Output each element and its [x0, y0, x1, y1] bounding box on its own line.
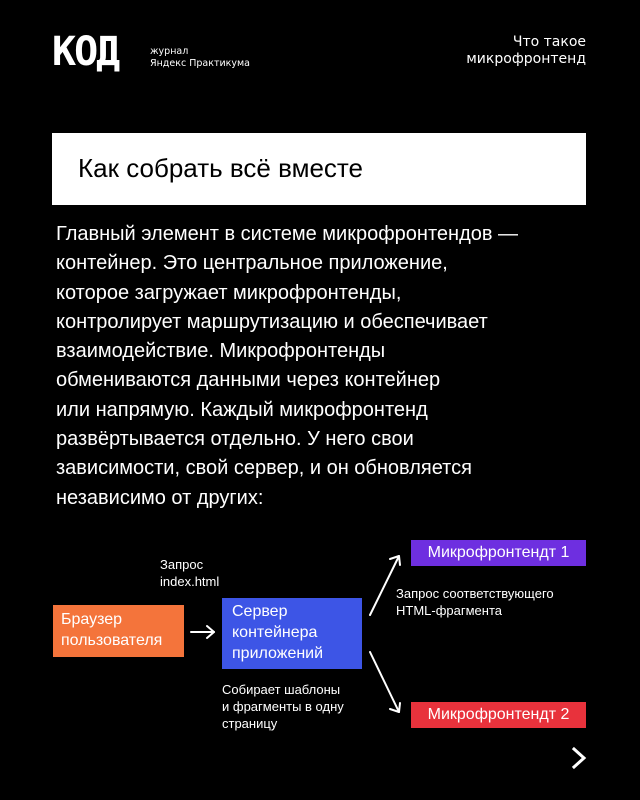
arrow-browser-to-server — [191, 626, 214, 638]
assemble-label-line: и фрагменты в одну — [222, 699, 344, 714]
microfrontend-2-node: Микрофронтендт 2 — [411, 702, 586, 728]
fragment-label-line: Запрос соответствующего — [396, 586, 554, 601]
body-line: Главный элемент в системе микрофронтендов — — [56, 223, 519, 245]
body-line: независимо от других: — [56, 486, 264, 509]
body-line: зависимости, свой сервер, и он обновляется — [56, 457, 472, 480]
assemble-label-line: страницу — [222, 716, 278, 731]
chevron-right-icon[interactable] — [570, 746, 588, 770]
fragment-request-label — [396, 585, 554, 619]
fragment-label-line: HTML-фрагмента — [396, 603, 502, 618]
request-label-line: index.html — [160, 574, 220, 589]
body-line: развёртывается отдельно. У него свои — [56, 428, 414, 451]
assemble-label — [222, 681, 344, 732]
browser-node — [53, 605, 184, 657]
body-line: или напрямую. Каждый микрофронтенд — [56, 398, 428, 421]
arrow-server-to-mf2 — [370, 652, 400, 712]
server-node-line: Сервер — [232, 603, 288, 620]
topic-line: Что такое — [512, 34, 586, 50]
topic-line: микрофронтенд — [466, 51, 586, 67]
server-node-line: приложений — [232, 645, 324, 662]
browser-node-line: пользователя — [61, 632, 163, 649]
server-node-line: контейнера — [232, 624, 318, 641]
logo-subtitle-line: журнал — [150, 46, 189, 57]
logo: КОД — [52, 29, 119, 75]
request-label — [160, 556, 219, 590]
logo-subtitle-line: Яндекс Практикума — [150, 58, 250, 69]
body-line: контролирует маршрутизацию и обеспечивает — [56, 310, 488, 333]
body-line: обмениваются данными через контейнер — [56, 369, 441, 392]
body-line: которое загружает микрофронтенды, — [56, 281, 402, 304]
microfrontend-1-node: Микрофронтендт 1 — [411, 540, 586, 566]
section-heading: Как собрать всё вместе — [78, 153, 364, 183]
assemble-label-line: Собирает шаблоны — [222, 682, 341, 697]
body-line: взаимодействие. Микрофронтенды — [56, 340, 386, 363]
container-server-node — [222, 598, 362, 669]
browser-node-line: Браузер — [61, 611, 123, 628]
request-label-line: Запрос — [160, 557, 204, 572]
body-line: контейнер. Это центральное приложение, — [56, 252, 448, 275]
